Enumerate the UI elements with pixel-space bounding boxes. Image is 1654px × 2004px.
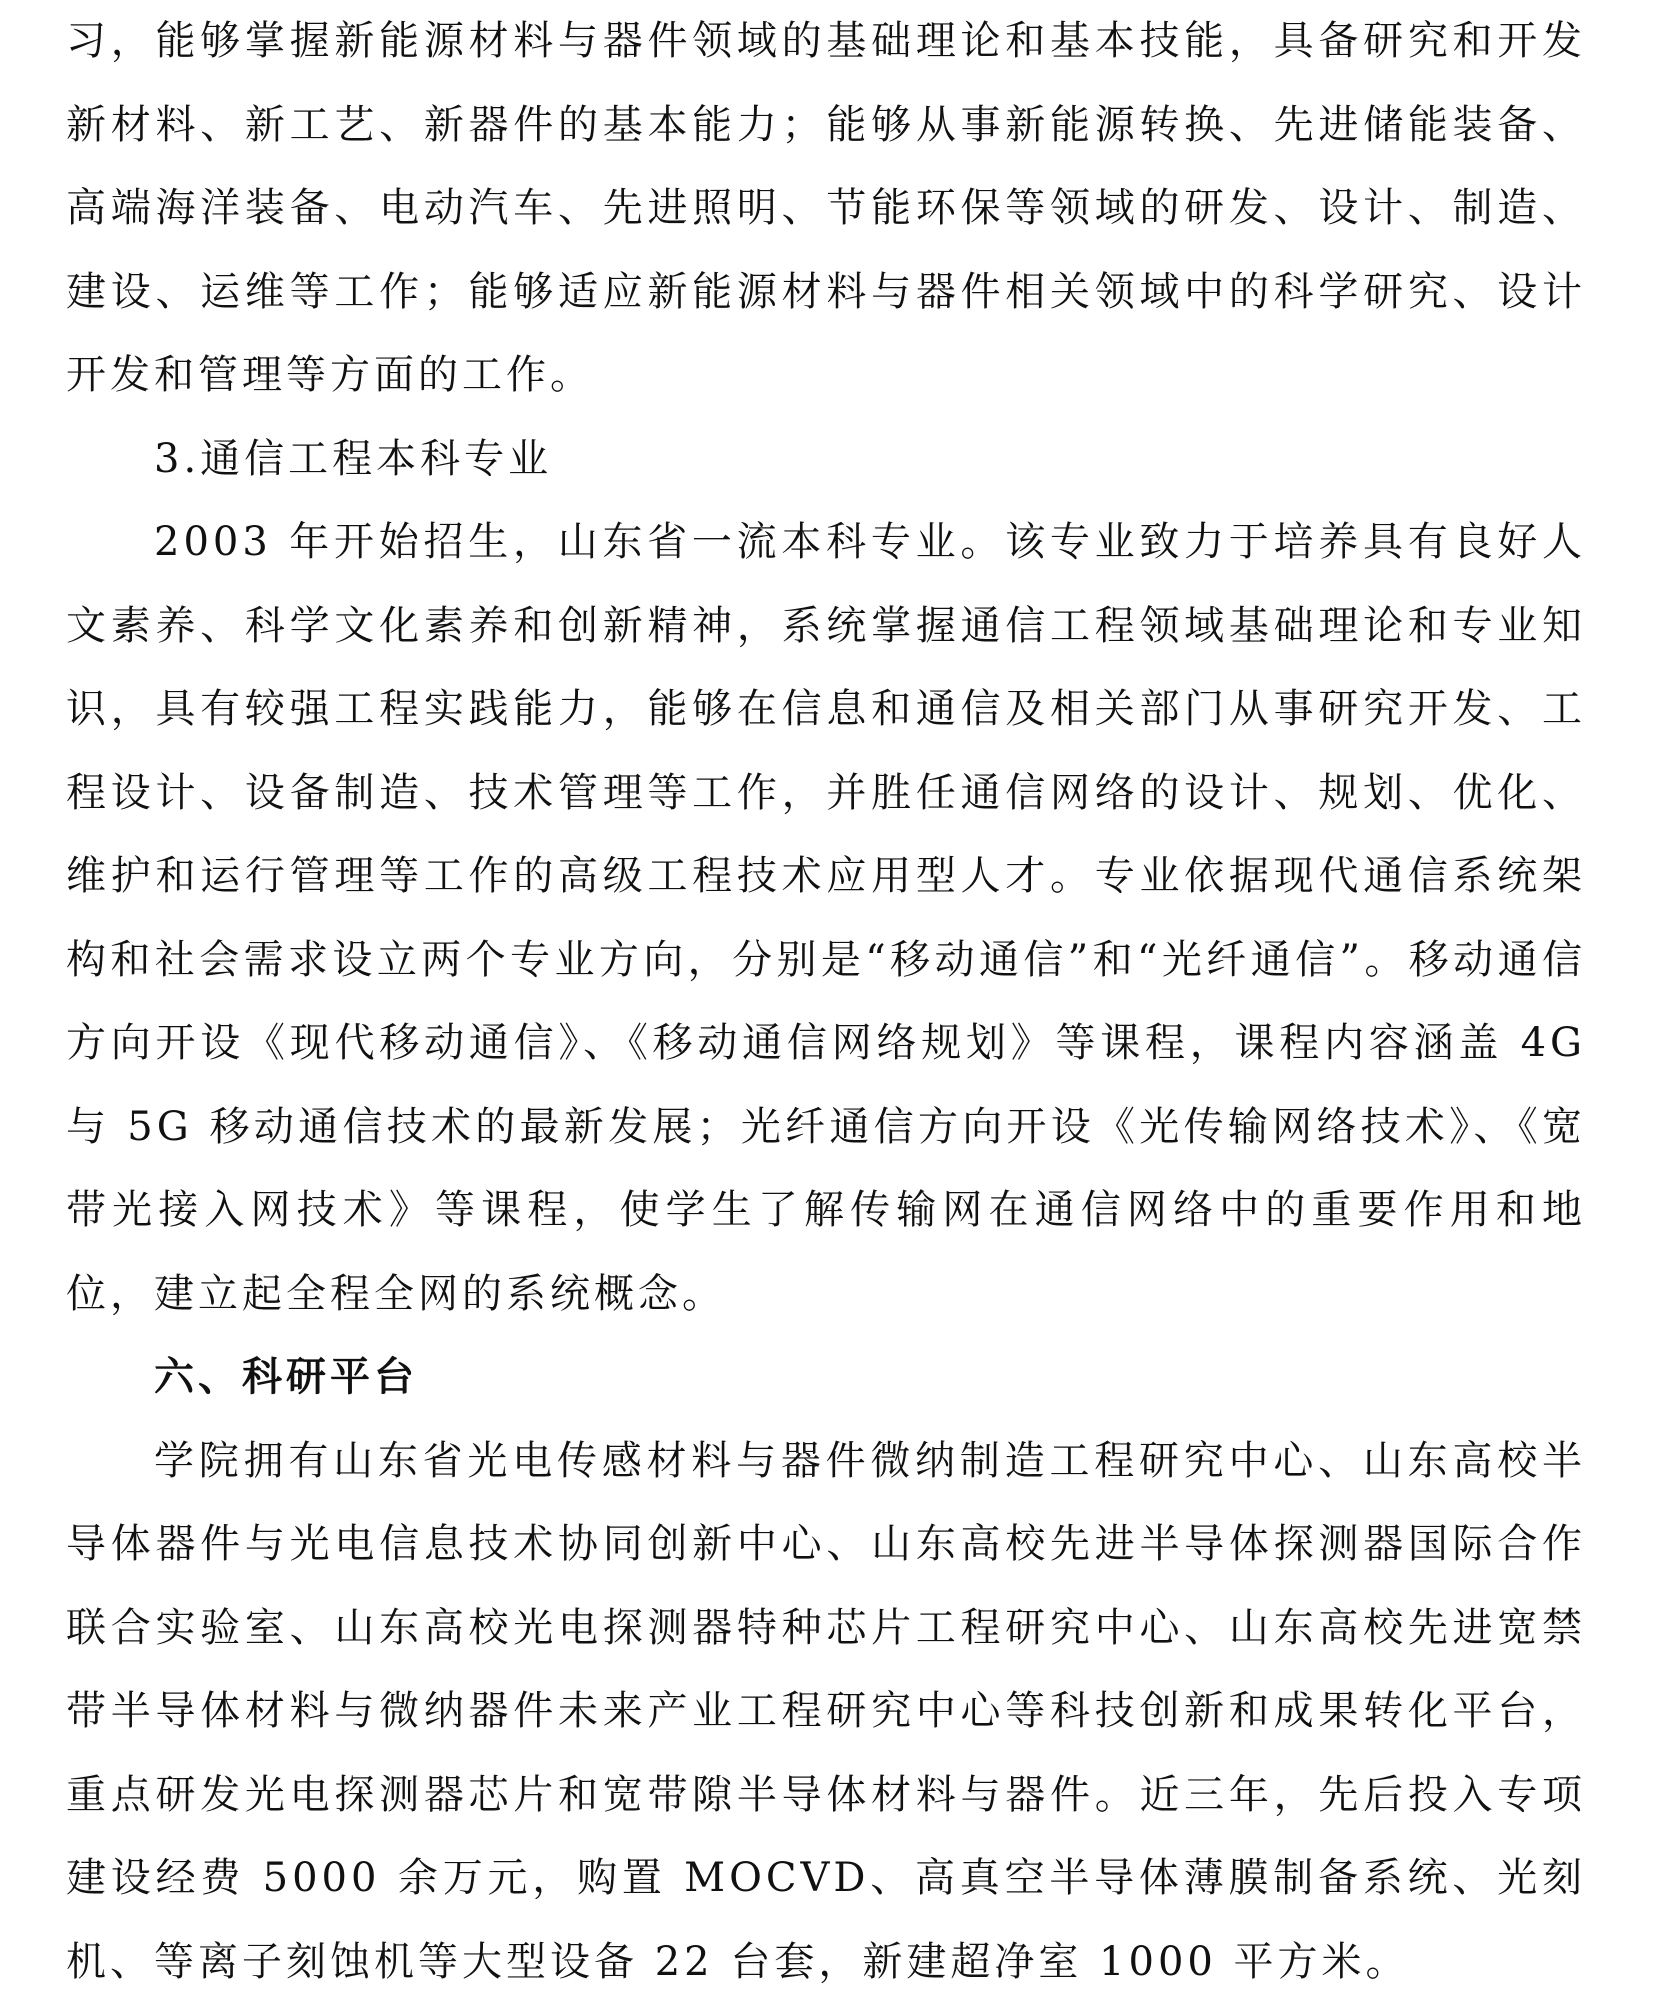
- section-6-body: 学院拥有山东省光电传感材料与器件微纳制造工程研究中心、山东高校半导体器件与光电信息技术协同创新中心、山东高校先进半导体探测器国际合作联合实验室、山东高校光电探测器特种芯片工程研究中心、山东高校先进宽禁带半导体材料与微纳器件未来产业工程研究中心等科技创新和成果转化平台，重点研发光电探测器芯片和宽带隙半导体材料与器件。近三年，先后投入专项建设经费 5000 余万元，购置 MOCVD、高真空半导体薄膜制备系统、光刻机、等离子刻蚀机等大型设备 22 台套，新建超净室 1000 平方米。: [66, 1420, 1586, 2004]
- section-3-title: 3.通信工程本科专业: [66, 418, 1586, 502]
- section-3-body: 2003 年开始招生，山东省一流本科专业。该专业致力于培养具有良好人文素养、科学文化素养和创新精神，系统掌握通信工程领域基础理论和专业知识，具有较强工程实践能力，能够在信息和通信及相关部门从事研究开发、工程设计、设备制造、技术管理等工作，并胜任通信网络的设计、规划、优化、维护和运行管理等工作的高级工程技术应用型人才。专业依据现代通信系统架构和社会需求设立两个专业方向，分别是“移动通信”和“光纤通信”。移动通信方向开设《现代移动通信》、《移动通信网络规划》等课程，课程内容涵盖 4G 与 5G 移动通信技术的最新发展；光纤通信方向开设《光传输网络技术》、《宽带光接入网技术》等课程，使学生了解传输网在通信网络中的重要作用和地位，建立起全程全网的系统概念。: [66, 501, 1586, 1336]
- intro-paragraph: 习，能够掌握新能源材料与器件领域的基础理论和基本技能，具备研究和开发新材料、新工艺、新器件的基本能力；能够从事新能源转换、先进储能装备、高端海洋装备、电动汽车、先进照明、节能环保等领域的研发、设计、制造、建设、运维等工作；能够适应新能源材料与器件相关领域中的科学研究、设计开发和管理等方面的工作。: [66, 0, 1586, 418]
- section-6-title: 六、科研平台: [66, 1336, 1586, 1420]
- document-page: [66, 0, 1586, 1992]
